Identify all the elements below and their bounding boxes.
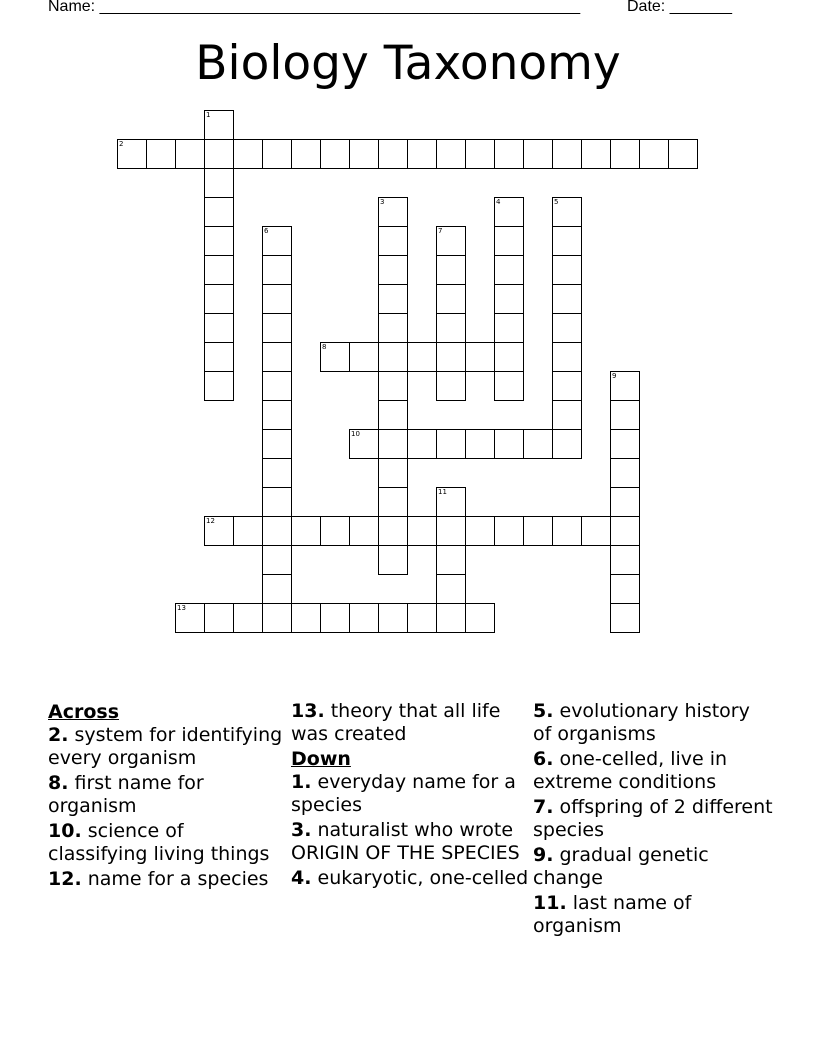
cell-number: 10 [351,430,360,438]
grid-cell[interactable] [204,168,234,198]
grid-cell[interactable] [407,429,437,459]
grid-cell[interactable] [436,313,466,343]
grid-cell[interactable] [494,371,524,401]
grid-cell[interactable] [494,139,524,169]
grid-cell[interactable] [378,487,408,517]
grid-cell[interactable] [349,603,379,633]
clue-across-10: 10. science of classifying living things [48,820,270,865]
grid-cell[interactable] [552,313,582,343]
clue-across-12: 12. name for a species [48,868,269,890]
grid-cell[interactable] [233,603,263,633]
grid-cell[interactable] [262,545,292,575]
grid-cell[interactable] [349,342,379,372]
grid-cell[interactable] [465,603,495,633]
grid-cell[interactable] [552,284,582,314]
grid-cell[interactable] [610,458,640,488]
clue-column-3 [533,700,773,940]
clue-down-1: 1. everyday name for a species [291,771,516,816]
grid-cell[interactable] [378,255,408,285]
cell-number: 6 [264,227,269,235]
cell-number: 11 [438,488,447,496]
grid-cell[interactable] [378,284,408,314]
grid-cell[interactable] [552,197,582,227]
grid-cell[interactable] [407,342,437,372]
grid-cell[interactable] [262,603,292,633]
grid-cell[interactable] [581,139,611,169]
grid-cell[interactable] [436,574,466,604]
grid-cell[interactable] [378,139,408,169]
grid-cell[interactable] [349,429,379,459]
grid-cell[interactable] [436,226,466,256]
grid-cell[interactable] [262,458,292,488]
across-heading: Across [48,701,120,723]
grid-cell[interactable] [610,429,640,459]
clue-down-6: 6. one-celled, live in extreme conditions [533,748,728,793]
grid-cell[interactable] [262,487,292,517]
grid-cell[interactable] [204,603,234,633]
grid-cell[interactable] [378,458,408,488]
date-label: Date: [627,0,666,15]
clue-down-3: 3. naturalist who wrote ORIGIN OF THE SPECIES [291,819,520,864]
grid-cell[interactable] [552,255,582,285]
grid-cell[interactable] [523,139,553,169]
grid-cell[interactable] [494,255,524,285]
grid-cell[interactable] [349,516,379,546]
grid-cell[interactable] [291,139,321,169]
grid-cell[interactable] [204,226,234,256]
grid-cell[interactable] [436,342,466,372]
grid-cell[interactable] [610,139,640,169]
cell-number: 8 [322,343,327,351]
grid-cell[interactable] [639,139,669,169]
cell-number: 1 [206,111,211,119]
grid-cell[interactable] [668,139,698,169]
grid-cell[interactable] [552,371,582,401]
grid-cell[interactable] [378,603,408,633]
clue-across-13: 13. theory that all life was created [291,700,501,745]
name-label: Name: [48,0,96,15]
grid-cell[interactable] [552,342,582,372]
grid-cell[interactable] [494,429,524,459]
grid-cell[interactable] [407,603,437,633]
grid-cell[interactable] [552,429,582,459]
grid-cell[interactable] [610,371,640,401]
grid-cell[interactable] [494,313,524,343]
grid-cell[interactable] [262,516,292,546]
clue-across-2: 2. system for identifying every organism [48,724,283,769]
grid-cell[interactable] [204,139,234,169]
clue-down-4: 4. eukaryotic, one-celled [291,867,529,889]
grid-cell[interactable] [581,516,611,546]
grid-cell[interactable] [204,255,234,285]
grid-cell[interactable] [117,139,147,169]
grid-cell[interactable] [262,255,292,285]
grid-cell[interactable] [523,516,553,546]
grid-cell[interactable] [262,226,292,256]
grid-cell[interactable] [436,139,466,169]
date-line[interactable]: _______ [669,0,732,15]
grid-cell[interactable] [349,139,379,169]
grid-cell[interactable] [436,545,466,575]
grid-cell[interactable] [494,342,524,372]
grid-cell[interactable] [436,284,466,314]
grid-cell[interactable] [610,400,640,430]
grid-cell[interactable] [552,139,582,169]
grid-cell[interactable] [610,603,640,633]
grid-cell[interactable] [204,371,234,401]
grid-cell[interactable] [610,487,640,517]
grid-cell[interactable] [262,139,292,169]
grid-cell[interactable] [262,342,292,372]
grid-cell[interactable] [436,603,466,633]
grid-cell[interactable] [465,342,495,372]
grid-cell[interactable] [610,574,640,604]
down-heading: Down [291,748,351,770]
grid-cell[interactable] [262,284,292,314]
grid-cell[interactable] [175,139,205,169]
grid-cell[interactable] [262,400,292,430]
grid-cell[interactable] [378,313,408,343]
cell-number: 2 [119,140,124,148]
grid-cell[interactable] [610,516,640,546]
grid-cell[interactable] [465,429,495,459]
grid-cell[interactable] [320,516,350,546]
cell-number: 7 [438,227,443,235]
grid-cell[interactable] [262,313,292,343]
clue-column-2 [291,700,531,892]
grid-cell[interactable] [494,226,524,256]
grid-cell[interactable] [204,110,234,140]
grid-cell[interactable] [204,516,234,546]
grid-cell[interactable] [378,400,408,430]
grid-cell[interactable] [610,545,640,575]
cell-number: 5 [554,198,559,206]
grid-cell[interactable] [465,516,495,546]
grid-cell[interactable] [204,313,234,343]
grid-cell[interactable] [262,371,292,401]
grid-cell[interactable] [407,139,437,169]
date-field[interactable] [627,0,732,16]
grid-cell[interactable] [204,284,234,314]
grid-cell[interactable] [378,342,408,372]
grid-cell[interactable] [262,429,292,459]
grid-cell[interactable] [204,342,234,372]
grid-cell[interactable] [494,284,524,314]
grid-cell[interactable] [436,487,466,517]
clue-across-8: 8. first name for organism [48,772,204,817]
grid-cell[interactable] [233,516,263,546]
grid-cell[interactable] [262,574,292,604]
clue-down-5: 5. evolutionary history of organisms [533,700,750,745]
grid-cell[interactable] [175,603,205,633]
clue-down-11: 11. last name of organism [533,892,692,937]
grid-cell[interactable] [378,516,408,546]
grid-cell[interactable] [494,516,524,546]
grid-cell[interactable] [378,429,408,459]
grid-cell[interactable] [320,139,350,169]
grid-cell[interactable] [378,545,408,575]
clue-column-1 [48,700,288,893]
grid-cell[interactable] [291,516,321,546]
grid-cell[interactable] [436,371,466,401]
grid-cell[interactable] [320,342,350,372]
grid-cell[interactable] [378,371,408,401]
grid-cell[interactable] [233,139,263,169]
clue-down-9: 9. gradual genetic change [533,844,709,889]
grid-cell[interactable] [407,516,437,546]
grid-cell[interactable] [552,516,582,546]
page-title: Biology Taxonomy [195,36,621,91]
grid-cell[interactable] [291,603,321,633]
name-line[interactable]: ______________________________________________________ [99,0,581,15]
grid-cell[interactable] [436,516,466,546]
clue-down-7: 7. offspring of 2 different species [533,796,773,841]
grid-cell[interactable] [436,429,466,459]
cell-number: 12 [206,517,215,525]
cell-number: 3 [380,198,385,206]
grid-cell[interactable] [494,197,524,227]
cell-number: 9 [612,372,617,380]
cell-number: 13 [177,604,186,612]
name-field[interactable] [48,0,580,16]
grid-cell[interactable] [523,429,553,459]
grid-cell[interactable] [465,139,495,169]
grid-cell[interactable] [552,400,582,430]
grid-cell[interactable] [204,197,234,227]
grid-cell[interactable] [436,255,466,285]
grid-cell[interactable] [146,139,176,169]
grid-cell[interactable] [378,197,408,227]
grid-cell[interactable] [378,226,408,256]
grid-cell[interactable] [320,603,350,633]
cell-number: 4 [496,198,501,206]
grid-cell[interactable] [552,226,582,256]
